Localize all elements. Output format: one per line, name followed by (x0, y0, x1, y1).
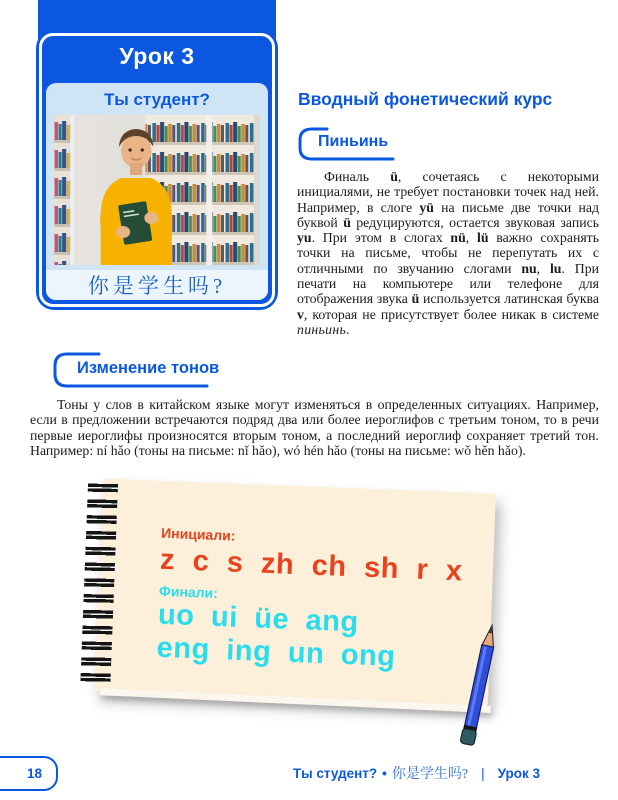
notebook-pad (95, 479, 496, 707)
tab-pinyin (297, 126, 401, 162)
finals-label: Финали: (158, 582, 219, 601)
tones-paragraph: Тоны у слов в китайском языке могут изменяться в определенных ситуациях. Например, если в предложении встречаются подряд два или более иероглифов с третьим тоном, то в речи первые иероглифы произносятся вторым тоном, а последний иероглиф сохраняет третий тон. Например: ní hǎo (тоны на письме: nǐ hǎo), wó hén hǎo (тоны на письме: wǒ hěn hǎo). (30, 397, 599, 458)
notebook-content (156, 525, 478, 678)
page-number: 18 (26, 766, 42, 781)
lesson-header-card (36, 30, 278, 310)
tab-tone-change (52, 351, 220, 389)
finals-line-1: uo ui üe ang (157, 598, 360, 639)
pencil-illustration (448, 620, 510, 755)
footer-title: Ты студент? (293, 766, 378, 781)
footer-chinese-title: 你是学生吗? (391, 767, 469, 782)
tab-pinyin-label: Пиньинь (318, 133, 389, 150)
footer-running-title (293, 763, 540, 783)
finals-line-2: eng ing un ong (156, 631, 397, 674)
student-photo (54, 115, 260, 265)
spiral-binding-icon (80, 481, 118, 688)
initials-label: Инициали: (160, 524, 236, 544)
student-card (46, 83, 268, 300)
initials-list: z c s zh ch sh r x (159, 543, 464, 588)
footer-lesson: Урок 3 (497, 766, 540, 781)
phonetics-paragraph: Финаль ü, сочетаясь с некоторыми инициалями, не требует постановки точек над ней. Например, в слоге yü на письме две точки над буквой ü редуцируются, остается звуковая запись yu. При этом в слогах nü, lü важно сохранять точки на письме, чтобы не перепутать их с отличными по звучанию слогами nu, lu. При печати на компьютере или телефоне для отображения звука ü используется латинская буква v, которая не присутствует более никак в системе пиньинь. (297, 169, 600, 337)
tab-tone-change-label: Изменение тонов (77, 359, 220, 377)
pencil-icon (448, 620, 510, 755)
photo-caption: 你是学生吗? (46, 270, 268, 300)
section-heading-phonetics: Вводный фонетический курс (298, 89, 553, 109)
student-photo-illustration (54, 115, 260, 265)
page-number-tab (0, 756, 58, 791)
footer-divider: | (481, 766, 485, 781)
lesson-title: Урок 3 (119, 43, 195, 69)
card-title: Ты студент? (104, 90, 210, 109)
footer-bullet: • (382, 766, 387, 781)
